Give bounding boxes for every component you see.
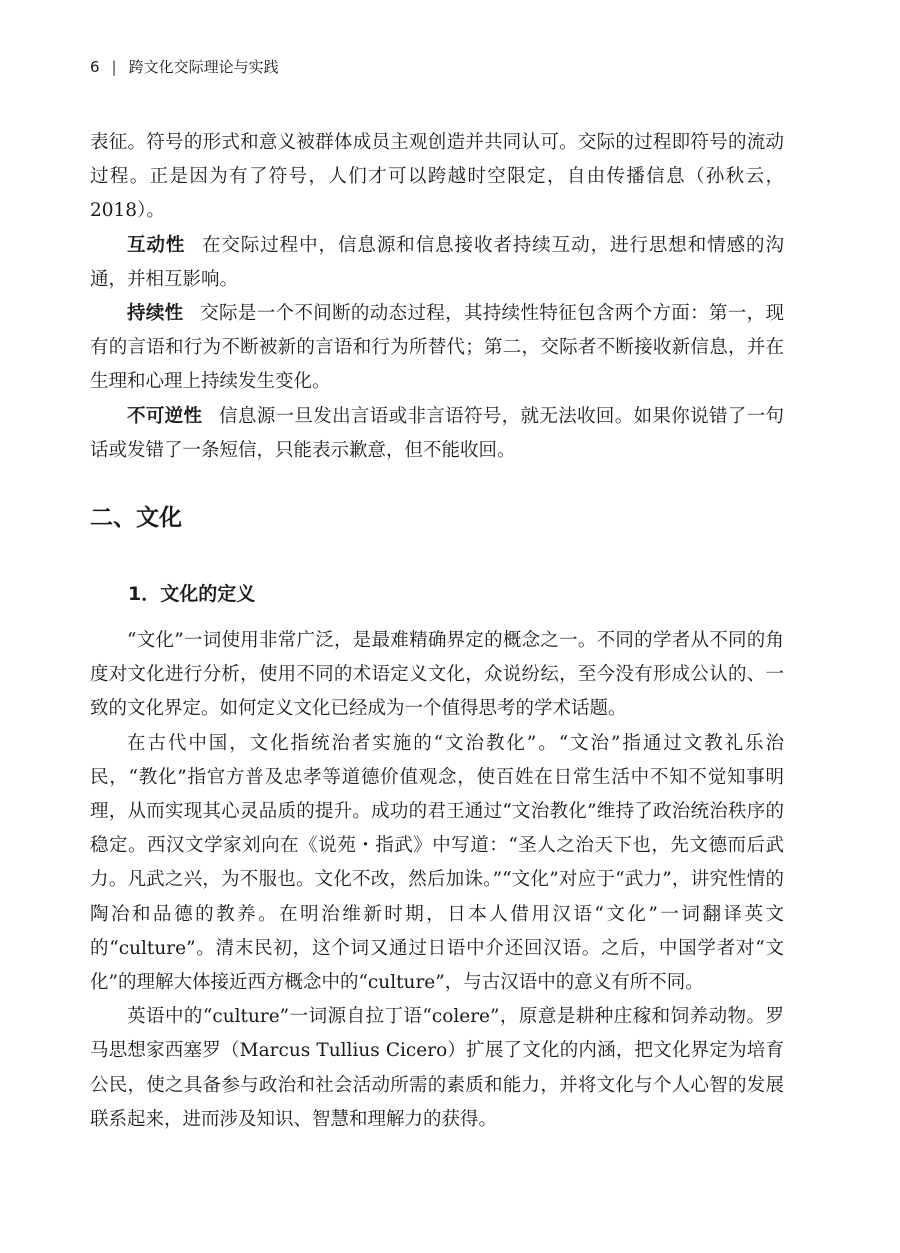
text-irreversibility: 信息源一旦发出言语或非言语符号，就无法收回。如果你说错了一句话或发错了一条短信，只能表示歉意，但不能收回。 [90,405,784,461]
running-header [90,56,279,78]
term-interactivity: 互动性 [127,234,186,256]
term-continuity: 持续性 [127,303,184,325]
paragraph-ancient-china: 在古代中国，文化指统治者实施的“文治教化”。“文治”指通过文教礼乐治民，“教化”指官方普及忠孝等道德价值观念，使百姓在日常生活中不知不觉知事明理，从而实现其心灵品质的提升。成功的君王通过“文治教化”维持了政治统治秩序的稳定。西汉文学家刘向在《说苑・指武》中写道：“圣人之治天下也，先文德而后武力。凡武之兴，为不服也。文化不改，然后加诛。”“文化”对应于“武力”，讲究性情的陶冶和品德的教养。在明治维新时期，日本人借用汉语“文化”一词翻译英文的“culture”。清末民初，这个词又通过日语中介还回汉语。之后，中国学者对“文化”的理解大体接近西方概念中的“culture”，与古汉语中的意义有所不同。 [90,732,784,994]
paragraph-interactivity [90,229,784,297]
page-body [90,126,784,1137]
page-number: 6 [90,58,100,76]
header-separator: | [111,58,117,76]
term-irreversibility: 不可逆性 [127,405,203,427]
text-interactivity: 在交际过程中，信息源和信息接收者持续互动，进行思想和情感的沟通，并相互影响。 [90,234,784,290]
paragraph-english-culture: 英语中的“culture”一词源自拉丁语“colere”，原意是耕种庄稼和饲养动物。罗马思想家西塞罗（Marcus Tullius Cicero）扩展了文化的内涵，把文化界定为培育公民，使之具备参与政治和社会活动所需的素质和能力，并将文化与个人心智的发展联系起来，进而涉及知识、智慧和理解力的获得。 [90,1006,784,1130]
book-title: 跨文化交际理论与实践 [128,58,279,76]
paragraph-continuation: 表征。符号的形式和意义被群体成员主观创造并共同认可。交际的过程即符号的流动过程。正是因为有了符号，人们才可以跨越时空限定，自由传播信息（孙秋云，2018）。 [90,132,784,222]
paragraph-continuity [90,297,784,400]
paragraph-definition-intro: “文化”一词使用非常广泛，是最难精确界定的概念之一。不同的学者从不同的角度对文化进行分析，使用不同的术语定义文化，众说纷纭，至今没有形成公认的、一致的文化界定。如何定义文化已经成为一个值得思考的学术话题。 [90,630,784,720]
section-heading: 二、文化 [90,505,182,532]
subsection-heading: 1．文化的定义 [128,583,256,606]
text-continuity: 交际是一个不间断的动态过程，其持续性特征包含两个方面：第一，现有的言语和行为不断被新的言语和行为所替代；第二，交际者不断接收新信息，并在生理和心理上持续发生变化。 [90,303,784,393]
paragraph-irreversibility [90,400,784,468]
